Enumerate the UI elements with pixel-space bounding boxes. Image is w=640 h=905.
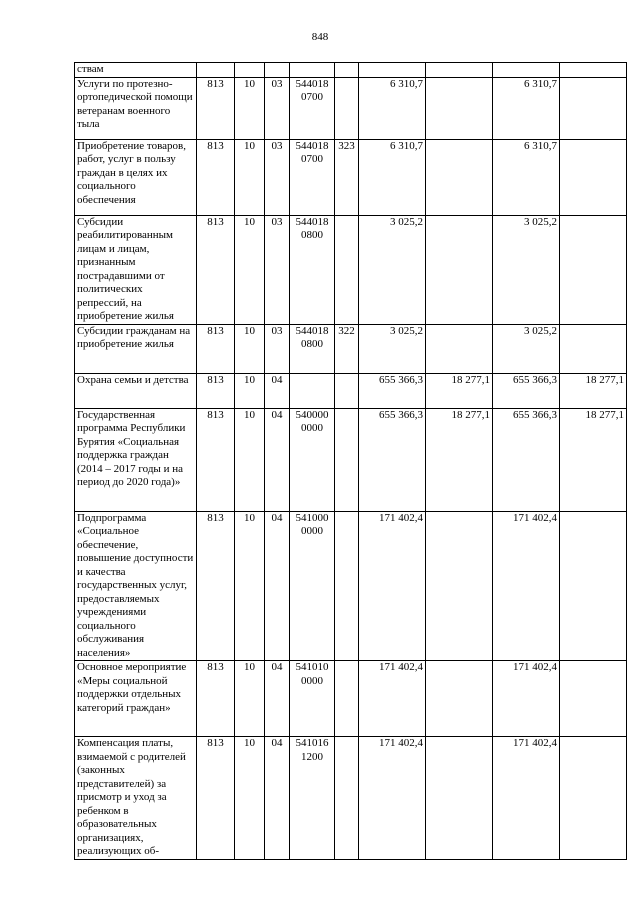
table-row <box>75 324 627 373</box>
table-row <box>75 373 627 408</box>
row-pr: 04 <box>265 661 290 737</box>
row-name: ствам <box>75 63 197 78</box>
row-target-article <box>290 408 335 511</box>
row-pr <box>265 63 290 78</box>
table-row <box>75 139 627 215</box>
row-federal-2: 18 277,1 <box>560 373 627 408</box>
row-name: Охрана семьи и детства <box>75 373 197 408</box>
row-gr: 813 <box>197 737 235 860</box>
row-vr <box>335 215 359 324</box>
row-rz: 10 <box>235 737 265 860</box>
row-name: Подпрограмма «Социальное обеспечение, повышение доступности и качества государственных услуг, предоставляемых учреждениями социального обслуживания населения» <box>75 511 197 661</box>
row-vr <box>335 408 359 511</box>
target-article-part-2: 0800 <box>301 338 323 350</box>
row-sum-2: 655 366,3 <box>493 408 560 511</box>
row-pr: 04 <box>265 511 290 661</box>
row-target-article <box>290 661 335 737</box>
row-name: Основное мероприятие «Меры социальной поддержки отдельных категорий граждан» <box>75 661 197 737</box>
row-target-article <box>290 373 335 408</box>
row-federal-2: 18 277,1 <box>560 408 627 511</box>
row-vr <box>335 511 359 661</box>
target-article-part-1: 541010 <box>295 661 329 673</box>
target-article-part-2: 0800 <box>301 229 323 241</box>
row-rz: 10 <box>235 77 265 139</box>
row-federal-1 <box>426 77 493 139</box>
table-row <box>75 408 627 511</box>
row-sum-1: 3 025,2 <box>359 215 426 324</box>
table-row <box>75 737 627 860</box>
table-row <box>75 511 627 661</box>
row-name: Субсидии гражданам на приобретение жилья <box>75 324 197 373</box>
row-sum-1: 3 025,2 <box>359 324 426 373</box>
target-article-part-1: 541000 <box>295 511 329 524</box>
row-sum-2: 171 402,4 <box>493 737 560 860</box>
row-pr: 03 <box>265 324 290 373</box>
row-rz: 10 <box>235 661 265 737</box>
target-article-part-1: 544018 <box>295 77 329 90</box>
row-federal-1 <box>426 215 493 324</box>
row-vr <box>335 77 359 139</box>
row-sum-2: 3 025,2 <box>493 215 560 324</box>
row-federal-1: 18 277,1 <box>426 373 493 408</box>
row-federal-2 <box>560 661 627 737</box>
row-federal-2 <box>560 215 627 324</box>
row-sum-1: 6 310,7 <box>359 139 426 215</box>
row-pr: 03 <box>265 77 290 139</box>
target-article-part-1: 544018 <box>295 324 329 337</box>
row-sum-1: 655 366,3 <box>359 373 426 408</box>
row-target-article <box>290 737 335 860</box>
target-article-part-2: 1200 <box>301 750 323 763</box>
target-article-part-2: 0000 <box>301 674 323 687</box>
row-rz: 10 <box>235 511 265 661</box>
row-federal-1 <box>426 63 493 78</box>
table-row <box>75 215 627 324</box>
row-federal-1: 18 277,1 <box>426 408 493 511</box>
row-vr: 323 <box>335 139 359 215</box>
row-pr: 04 <box>265 737 290 860</box>
row-sum-1 <box>359 63 426 78</box>
row-target-article <box>290 215 335 324</box>
row-sum-1: 6 310,7 <box>359 77 426 139</box>
row-rz: 10 <box>235 324 265 373</box>
target-article-part-2: 0000 <box>301 422 323 434</box>
page-number: 848 <box>311 31 329 43</box>
row-target-article <box>290 139 335 215</box>
row-vr <box>335 737 359 860</box>
row-federal-2 <box>560 511 627 661</box>
row-gr: 813 <box>197 661 235 737</box>
budget-table <box>74 62 627 860</box>
row-sum-2: 171 402,4 <box>493 661 560 737</box>
row-name: Субсидии реабилитированным лицам и лицам, признанным пострадавшими от политических репрессий, на приобретение жилья <box>75 215 197 324</box>
row-name: Услуги по протезно-ортопедической помощи ветеранам военного тыла <box>75 77 197 139</box>
row-gr: 813 <box>197 139 235 215</box>
row-sum-2: 6 310,7 <box>493 77 560 139</box>
row-sum-2 <box>493 63 560 78</box>
row-pr: 04 <box>265 408 290 511</box>
row-gr: 813 <box>197 324 235 373</box>
row-sum-1: 655 366,3 <box>359 408 426 511</box>
target-article-part-1: 541016 <box>295 737 329 749</box>
row-name: Компенсация платы, взимаемой с родителей (законных представителей) за присмотр и уход за ребенком в образовательных организациях, реализующих об- <box>75 737 197 860</box>
row-federal-2 <box>560 63 627 78</box>
row-federal-1 <box>426 737 493 860</box>
row-rz <box>235 63 265 78</box>
row-target-article <box>290 511 335 661</box>
row-sum-2: 6 310,7 <box>493 139 560 215</box>
row-federal-2 <box>560 77 627 139</box>
target-article-part-2: 0700 <box>301 91 323 103</box>
row-federal-1 <box>426 661 493 737</box>
row-pr: 03 <box>265 215 290 324</box>
row-gr: 813 <box>197 408 235 511</box>
row-federal-2 <box>560 737 627 860</box>
row-pr: 04 <box>265 373 290 408</box>
row-pr: 03 <box>265 139 290 215</box>
row-gr: 813 <box>197 511 235 661</box>
row-gr: 813 <box>197 215 235 324</box>
row-federal-1 <box>426 139 493 215</box>
row-sum-1: 171 402,4 <box>359 661 426 737</box>
row-gr <box>197 63 235 78</box>
row-federal-1 <box>426 511 493 661</box>
row-gr: 813 <box>197 77 235 139</box>
row-rz: 10 <box>235 373 265 408</box>
row-federal-1 <box>426 324 493 373</box>
row-sum-1: 171 402,4 <box>359 511 426 661</box>
row-target-article <box>290 77 335 139</box>
row-federal-2 <box>560 139 627 215</box>
target-article-part-2: 0000 <box>301 525 323 537</box>
row-sum-2: 171 402,4 <box>493 511 560 661</box>
row-vr <box>335 373 359 408</box>
target-article-part-1: 540000 <box>295 408 329 421</box>
table-row <box>75 63 627 78</box>
table-row <box>75 661 627 737</box>
row-name: Государственная программа Республики Бурятия «Социальная поддержка граждан (2014 – 2017 годы и на период до 2020 года)» <box>75 408 197 511</box>
row-sum-2: 3 025,2 <box>493 324 560 373</box>
row-vr <box>335 661 359 737</box>
row-sum-2: 655 366,3 <box>493 373 560 408</box>
row-federal-2 <box>560 324 627 373</box>
row-rz: 10 <box>235 215 265 324</box>
row-vr <box>335 63 359 78</box>
target-article-part-1: 544018 <box>295 215 329 228</box>
row-name: Приобретение товаров, работ, услуг в пользу граждан в целях их социального обеспечения <box>75 139 197 215</box>
target-article-part-2: 0700 <box>301 153 323 165</box>
row-sum-1: 171 402,4 <box>359 737 426 860</box>
row-rz: 10 <box>235 139 265 215</box>
target-article-part-1: 544018 <box>295 139 329 152</box>
row-gr: 813 <box>197 373 235 408</box>
table-body <box>75 63 627 860</box>
row-target-article <box>290 324 335 373</box>
row-target-article <box>290 63 335 78</box>
row-rz: 10 <box>235 408 265 511</box>
table-row <box>75 77 627 139</box>
row-vr: 322 <box>335 324 359 373</box>
